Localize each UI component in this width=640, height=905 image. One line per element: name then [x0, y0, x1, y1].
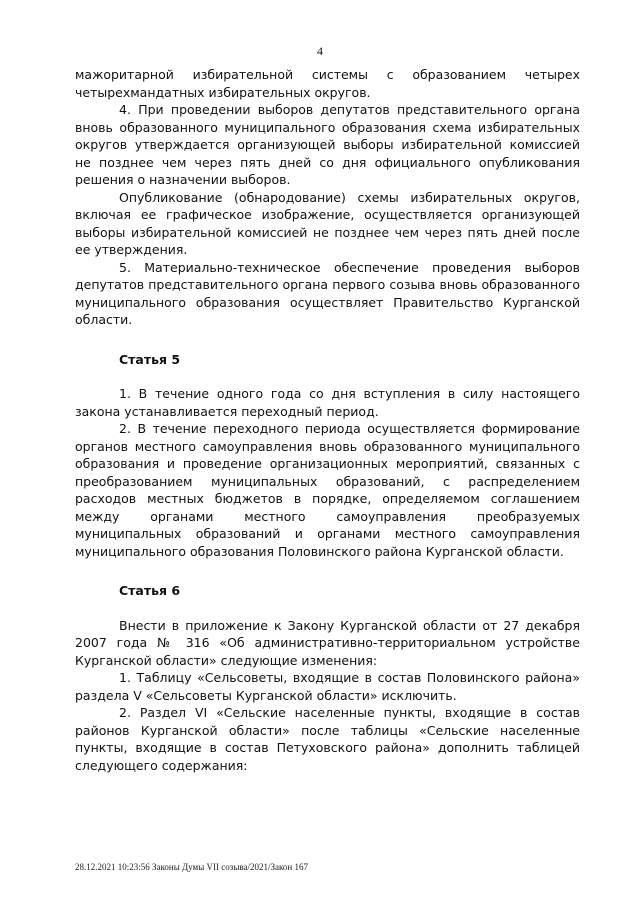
paragraph: 1. Таблицу «Сельсоветы, входящие в состав Половинского района» раздела V «Сельсоветы Курганской области» исключить. — [75, 670, 580, 703]
paragraph: 1. В течение одного года со дня вступления в силу настоящего закона устанавливается переходный период. — [75, 386, 580, 419]
paragraph: 2. Раздел VI «Сельские населенные пункты, входящие в состав районов Курганской области» после таблицы «Сельские населенные пункты, входящие в состав Петуховского района» дополнить таблицей следующего содержания: — [75, 705, 580, 773]
article-6-heading: Статья 6 — [119, 583, 181, 598]
paragraph: Внести в приложение к Закону Курганской области от 27 декабря 2007 года № 316 «Об административно-территориальном устройстве Курганской области» следующие изменения: — [75, 617, 580, 668]
paragraph: Опубликование (обнародование) схемы избирательных округов, включая ее графическое изображение, осуществляется организующей выборы избирательной комиссией не позднее чем через пять дней после ее утверждения. — [75, 189, 580, 257]
article-5-heading: Статья 5 — [119, 351, 181, 367]
footer-stamp: 28.12.2021 10:23:56 Законы Думы VII созыва/2021/Закон 167 — [75, 862, 308, 872]
paragraph: мажоритарной избирательной системы с образованием четырех четырехмандатных избирательных округов. — [75, 67, 580, 100]
paragraph: 4. При проведении выборов депутатов представительного органа вновь образованного муниципального образования схема избирательных округов утверждается организующей выборы избирательной комиссией не позднее чем через пять дней со дня официального опубликования решения о назначении выборов. — [75, 102, 580, 187]
document-body — [75, 66, 580, 774]
paragraph: 2. В течение переходного периода осуществляется формирование органов местного самоуправления вновь образованного муниципального образования и проведение организационных мероприятий, связанных с преобразованием муниципальных образований, с распределением расходов местных бюджетов в порядке, определяемом соглашением между органами местного самоуправления преобразуемых муниципальных образований и органами местного самоуправления муниципального образования Половинского района Курганской области. — [75, 421, 580, 559]
page-number: 4 — [317, 44, 323, 58]
paragraph: 5. Материально-техническое обеспечение проведения выборов депутатов представительного органа первого созыва вновь образованного муниципального образования осуществляет Правительство Курганской области. — [75, 259, 580, 327]
